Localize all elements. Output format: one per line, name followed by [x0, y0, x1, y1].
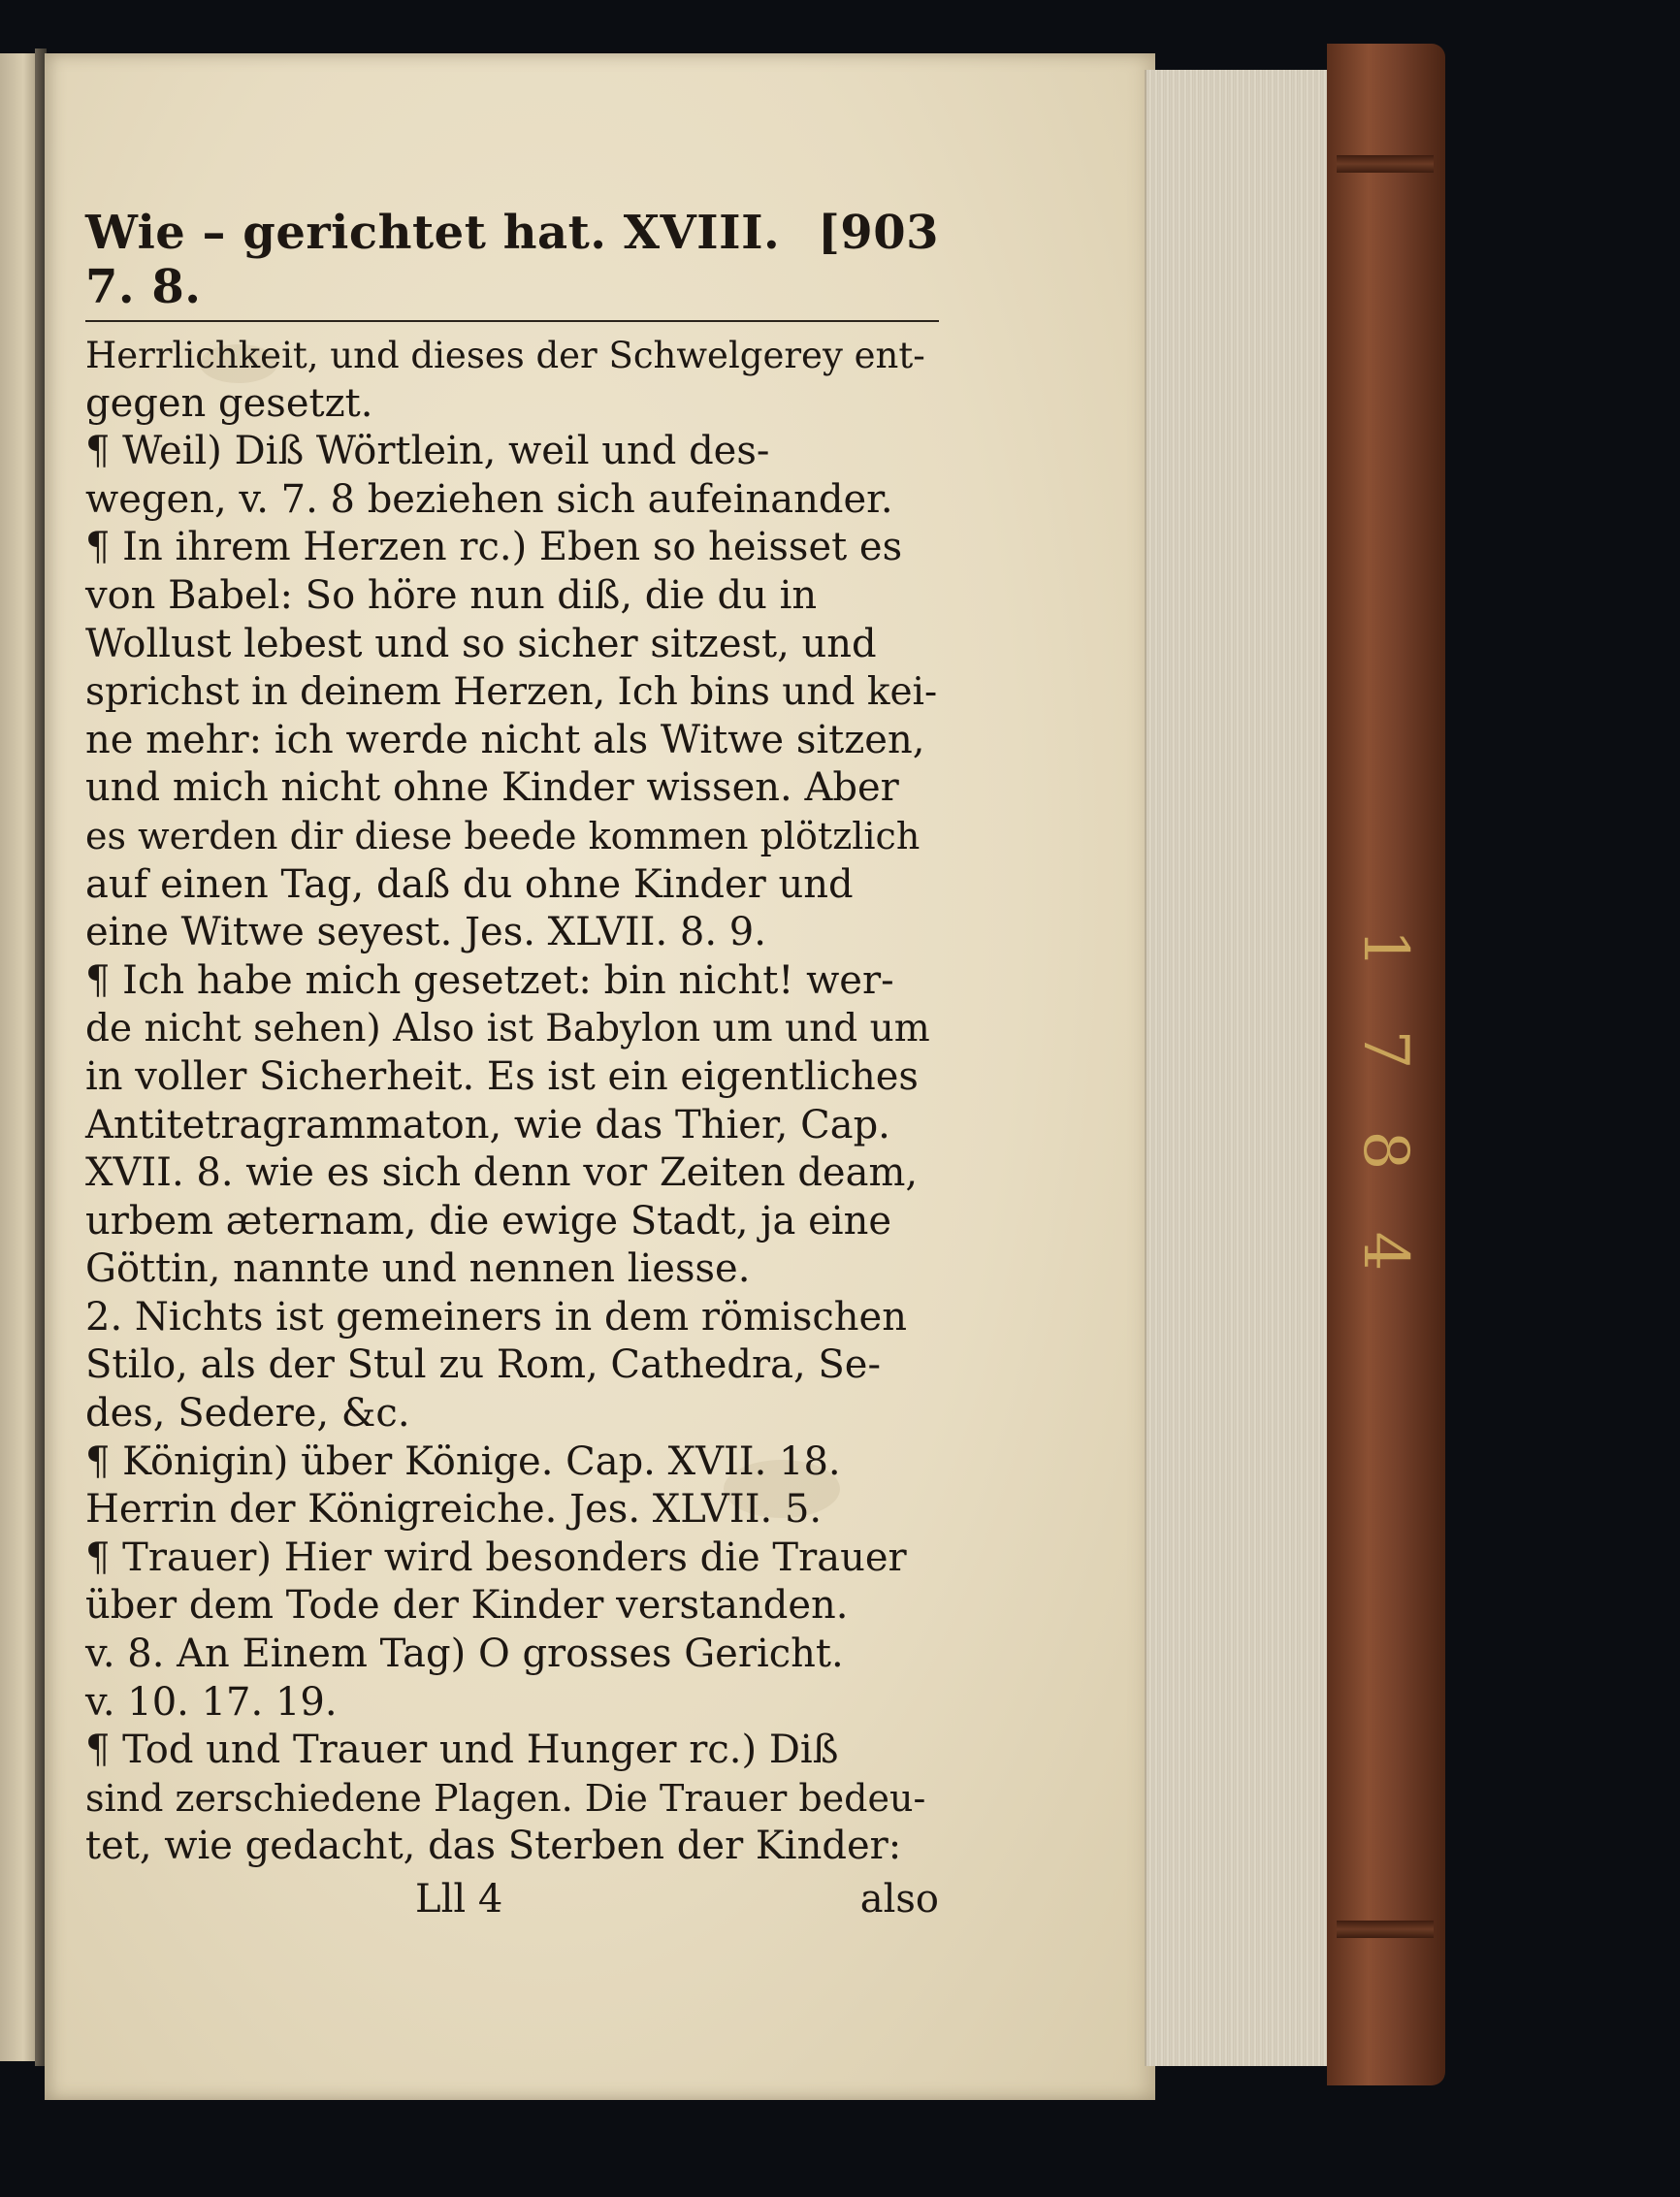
text-line: in voller Sicherheit. Es ist ein eigentliches: [85, 1053, 919, 1099]
text-line: urbem æternam, die ewige Stadt, ja eine: [85, 1198, 892, 1244]
text-line: v. 8. An Einem Tag) O grosses Gericht.: [85, 1632, 844, 1677]
text-line: es werden dir diese beede kommen plötzlich: [85, 814, 921, 857]
page-edges: [1145, 70, 1331, 2066]
text-line: gegen gesetzt.: [85, 380, 373, 426]
text-line: ¶ Tod und Trauer und Hunger rc.) Diß: [85, 1728, 839, 1773]
text-line: Göttin, nannte und nennen liesse.: [85, 1246, 751, 1292]
spine-digit: 4: [1349, 1231, 1421, 1272]
body-text: [85, 332, 939, 1871]
text-line: sprichst in deinem Herzen, Ich bins und kei-: [85, 670, 938, 715]
text-line: des, Sedere, &c.: [85, 1391, 410, 1437]
spine-digit: 8: [1349, 1130, 1421, 1171]
text-line: ¶ Königin) über Könige. Cap. XVII. 18.: [85, 1438, 841, 1484]
spine-digit: 7: [1349, 1029, 1421, 1070]
text-line: ¶ In ihrem Herzen rc.) Eben so heisset es: [85, 525, 903, 570]
catchword: also: [859, 1877, 939, 1922]
text-line: Herrin der Königreiche. Jes. XLVII. 5.: [85, 1487, 823, 1533]
text-line: Herrlichkeit, und dieses der Schwelgerey ent-: [85, 335, 925, 376]
signature-mark: Lll 4: [415, 1877, 503, 1922]
text-line: ¶ Ich habe mich gesetzet: bin nicht! wer-: [85, 957, 894, 1003]
cover-band: [1337, 1921, 1434, 1938]
text-line: XVII. 8. wie es sich denn vor Zeiten deam,: [85, 1150, 919, 1196]
running-title: Wie – gerichtet hat. XVIII. 7. 8.: [85, 206, 781, 314]
text-line: über dem Tode der Kinder verstanden.: [85, 1583, 849, 1629]
text-line: sind zerschiedene Plagen. Die Trauer bedeu-: [85, 1776, 926, 1820]
text-line: und mich nicht ohne Kinder wissen. Aber: [85, 765, 899, 811]
text-line: Wollust lebest und so sicher sitzest, und: [85, 621, 877, 666]
text-line: v. 10. 17. 19.: [85, 1679, 338, 1725]
running-header: [85, 206, 939, 322]
text-line: eine Witwe seyest. Jes. XLVII. 8. 9.: [85, 910, 766, 955]
spine-year: [1351, 892, 1419, 1321]
text-line: ¶ Weil) Diß Wörtlein, weil und des-: [85, 429, 770, 474]
page-text: [85, 206, 939, 1923]
text-line: de nicht sehen) Also ist Babylon um und um: [85, 1007, 930, 1051]
spine-digit: 1: [1349, 928, 1421, 969]
text-line: von Babel: So höre nun diß, die du in: [85, 572, 818, 618]
page-number: [903: [818, 206, 939, 260]
text-line: wegen, v. 7. 8 beziehen sich aufeinander.: [85, 476, 893, 522]
text-line: ne mehr: ich werde nicht als Witwe sitzen,: [85, 717, 925, 762]
previous-page-edge: [0, 53, 39, 2061]
text-line: tet, wie gedacht, das Sterben der Kinder:: [85, 1824, 902, 1869]
text-line: 2. Nichts ist gemeiners in dem römischen: [85, 1294, 907, 1340]
text-line: ¶ Trauer) Hier wird besonders die Trauer: [85, 1535, 907, 1580]
cover-band: [1337, 155, 1434, 173]
text-line: auf einen Tag, daß du ohne Kinder und: [85, 861, 854, 907]
text-line: Antitetragrammaton, wie das Thier, Cap.: [85, 1102, 890, 1147]
page-footer: [85, 1875, 939, 1923]
text-line: Stilo, als der Stul zu Rom, Cathedra, Se-: [85, 1342, 881, 1388]
